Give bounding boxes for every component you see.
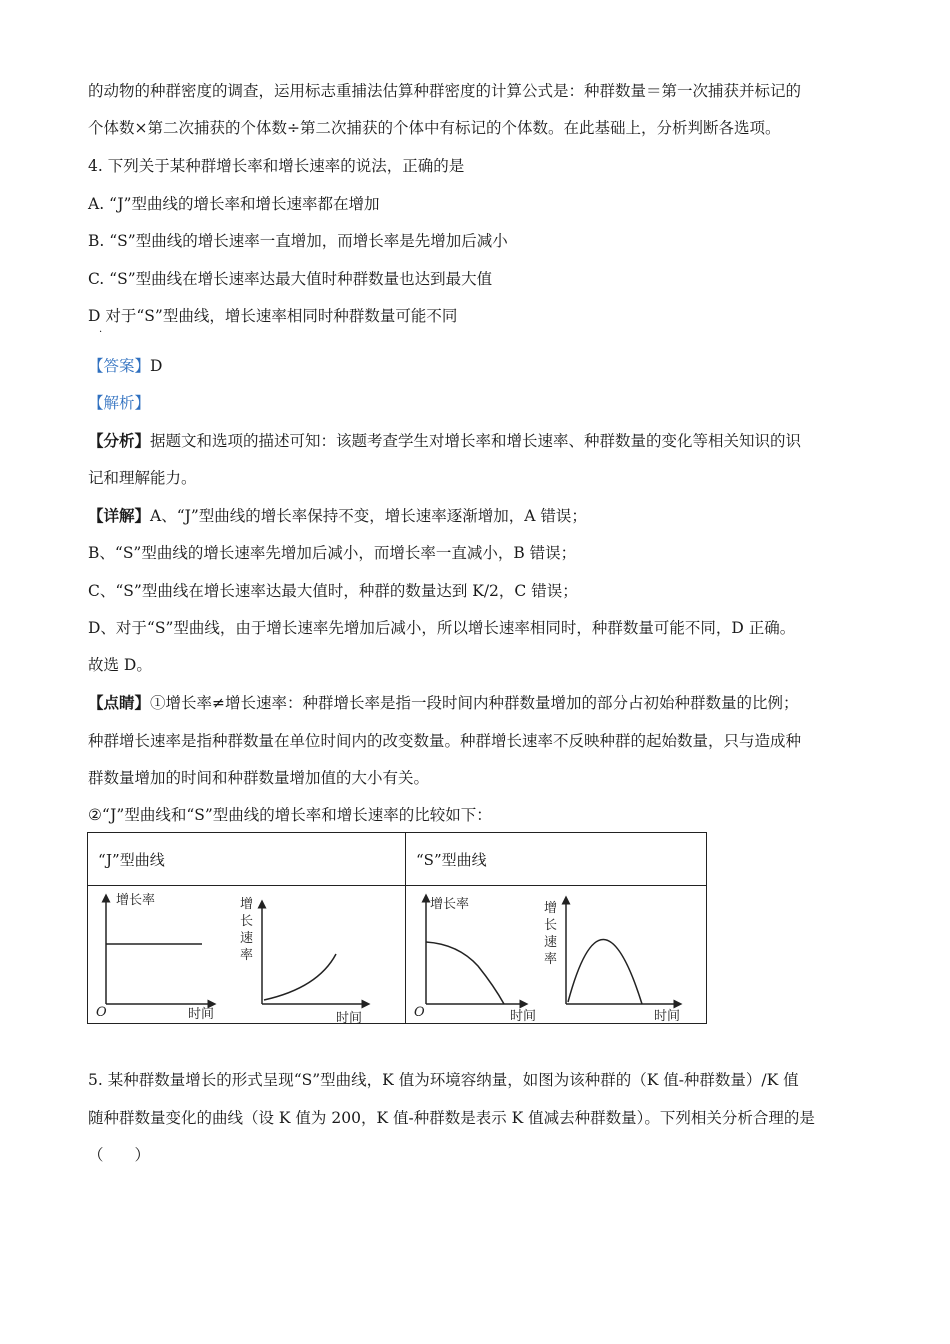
option-b: B. “S”型曲线的增长速率一直增加，而增长率是先增加后减小 bbox=[88, 232, 508, 250]
fenxi-line-1 bbox=[88, 430, 801, 452]
xiangjie-c: C、“S”型曲线在增长速率达最大值时，种群的数量达到 K/2，C 错误； bbox=[88, 582, 578, 600]
j-speed-y-char-3: 速 bbox=[240, 931, 254, 946]
conclusion: 故选 D。 bbox=[88, 656, 152, 674]
s-speed-y-char-3: 速 bbox=[544, 935, 558, 950]
option-a: A. “J”型曲线的增长率和增长速率都在增加 bbox=[88, 195, 380, 213]
j-speed-y-char-2: 长 bbox=[240, 914, 254, 929]
xiangjie-label: 【详解】 bbox=[88, 506, 151, 525]
question-5-brackets: （ ） bbox=[88, 1146, 151, 1164]
answer-value: D bbox=[150, 357, 163, 375]
s-curve-figures bbox=[406, 886, 707, 1024]
s-rate-origin: O bbox=[414, 1005, 425, 1020]
s-rate-curve bbox=[426, 942, 504, 1004]
question-4-stem: 4. 下列关于某种群增长率和增长速率的说法，正确的是 bbox=[88, 157, 465, 175]
dianjing-line-1 bbox=[88, 692, 799, 714]
header-s-curve: “S”型曲线 bbox=[406, 833, 707, 886]
question-5-line-2: 随种群数量变化的曲线（设 K 值为 200，K 值-种群数是表示 K 值减去种群数量）。下列相关分析合理的是 bbox=[88, 1109, 815, 1127]
option-d: D 对于“S”型曲线，增长速率相同时种群数量可能不同 bbox=[88, 307, 458, 325]
fenxi-line-2: 记和理解能力。 bbox=[88, 469, 197, 487]
header-j-curve: “J”型曲线 bbox=[88, 833, 406, 886]
compare-intro: ②“J”型曲线和“S”型曲线的增长率和增长速率的比较如下： bbox=[88, 806, 492, 824]
option-c: C. “S”型曲线在增长速率达最大值时种群数量也达到最大值 bbox=[88, 270, 493, 288]
analysis-label: 【解析】 bbox=[88, 394, 151, 412]
s-curve-svg bbox=[406, 886, 706, 1023]
comparison-table bbox=[87, 832, 707, 1024]
xiangjie-line-a bbox=[88, 505, 587, 527]
s-speed-y-char-2: 长 bbox=[544, 918, 558, 933]
dianjing-line-2: 种群增长速率是指种群数量在单位时间内的改变数量。种群增长速率不反映种群的起始数量，只与造成种 bbox=[88, 732, 802, 750]
j-rate-origin: O bbox=[96, 1005, 107, 1020]
option-d-dot: · bbox=[99, 327, 103, 338]
j-speed-y-char-1: 增 bbox=[240, 897, 254, 912]
s-speed-y-char-1: 增 bbox=[544, 901, 558, 916]
answer-line bbox=[88, 355, 162, 377]
xiangjie-b: B、“S”型曲线的增长速率先增加后减小，而增长率一直减小，B 错误； bbox=[88, 544, 577, 562]
question-5-line-1: 5. 某种群数量增长的形式呈现“S”型曲线，K 值为环境容纳量，如图为该种群的（K 值-种群数量）/K 值 bbox=[88, 1071, 799, 1089]
s-speed-y-char-4: 率 bbox=[544, 952, 558, 967]
intro-line-2: 个体数×第二次捕获的个体数÷第二次捕获的个体中有标记的个体数。在此基础上，分析判断各选项。 bbox=[88, 119, 781, 137]
j-curve-figures bbox=[88, 886, 406, 1024]
s-speed-x-label: 时间 bbox=[654, 1009, 681, 1023]
s-rate-y-label: 增长率 bbox=[430, 897, 470, 912]
dianjing-text: ①增长率≠增长速率：种群增长率是指一段时间内种群数量增加的部分占初始种群数量的比例； bbox=[150, 694, 799, 712]
j-speed-curve bbox=[264, 954, 336, 1000]
dianjing-label: 【点睛】 bbox=[88, 693, 151, 712]
s-speed-curve bbox=[568, 939, 642, 1004]
j-speed-x-label: 时间 bbox=[336, 1011, 363, 1023]
j-rate-y-label: 增长率 bbox=[116, 893, 156, 908]
dianjing-line-3: 群数量增加的时间和种群数量增加值的大小有关。 bbox=[88, 769, 430, 787]
intro-line-1: 的动物的种群密度的调查，运用标志重捕法估算种群密度的计算公式是：种群数量＝第一次捕获并标记的 bbox=[88, 82, 802, 100]
j-speed-y-char-4: 率 bbox=[240, 948, 254, 963]
fenxi-label: 【分析】 bbox=[88, 431, 151, 450]
j-rate-x-label: 时间 bbox=[188, 1007, 215, 1022]
j-curve-svg bbox=[88, 886, 405, 1023]
xiangjie-d: D、对于“S”型曲线，由于增长速率先增加后减小，所以增长速率相同时，种群数量可能不同，D 正确。 bbox=[88, 619, 796, 637]
fenxi-text: 据题文和选项的描述可知：该题考查学生对增长率和增长速率、种群数量的变化等相关知识的识 bbox=[150, 432, 802, 450]
s-rate-x-label: 时间 bbox=[510, 1009, 537, 1023]
xiangjie-a: A、“J”型曲线的增长率保持不变，增长速率逐渐增加，A 错误； bbox=[150, 507, 587, 525]
answer-label: 【答案】 bbox=[88, 357, 151, 375]
